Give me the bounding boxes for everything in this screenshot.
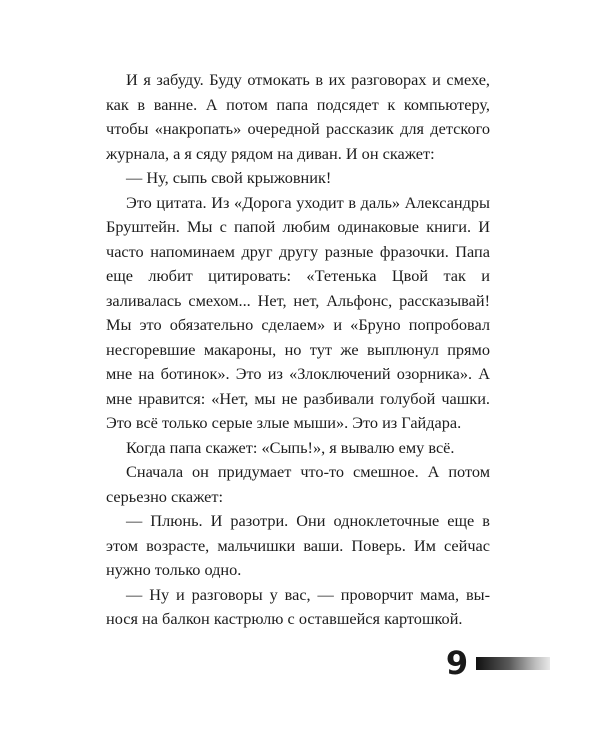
paragraph-1: И я забуду. Буду отмокать в их разговорах и смехе, как в ванне. А потом папа подсядет к компьютеру, чтобы «накропать» очередной рассказик для детского журнала, а я сяду рядом на диван. И он скажет: <box>106 70 490 163</box>
paragraph-7: — Ну и разговоры у вас, — проворчит мама, вынося на балкон кастрюлю с оставшейся картошкой. <box>106 584 490 628</box>
paragraph-5: Сначала он придумает что-то смешное. А потом серьезно скажет: <box>106 462 490 506</box>
page-footer <box>440 646 550 680</box>
paragraph-2: — Ну, сыпь свой крыжовник! <box>126 168 332 187</box>
paragraph-3: Это цитата. Из «Дорога уходит в даль» Александры Бруштейн. Мы с папой любим одинаковые книги. И часто напоминаем друг другу разные фразочки. Папа еще любит цитировать: «Тетенька Цвой так и заливалась смехом... Нет, нет, Альфонс, рассказывай! Мы это обязательно сделаем» и «Бруно попробовал несгоревшие макароны, но тут же выплюнул прямо мне на ботинок». Это из «Злоключений озорника». А мне нравится: «Нет, мы не разбивали голубой чашки. Это всё только серые злые мыши». Это из Гайдара. <box>106 192 490 432</box>
paragraph-6: — Плюнь. И разотри. Они одноклеточные еще в этом возрасте, мальчишки ваши. Поверь. Им сейчас нужно только одно. <box>106 511 490 579</box>
page-number: 9 <box>445 644 469 682</box>
body-text <box>106 68 490 632</box>
paragraph-4: Когда папа скажет: «Сыпь!», я вывалю ему всё. <box>126 437 455 457</box>
page-number-gradient-bar <box>476 657 550 670</box>
